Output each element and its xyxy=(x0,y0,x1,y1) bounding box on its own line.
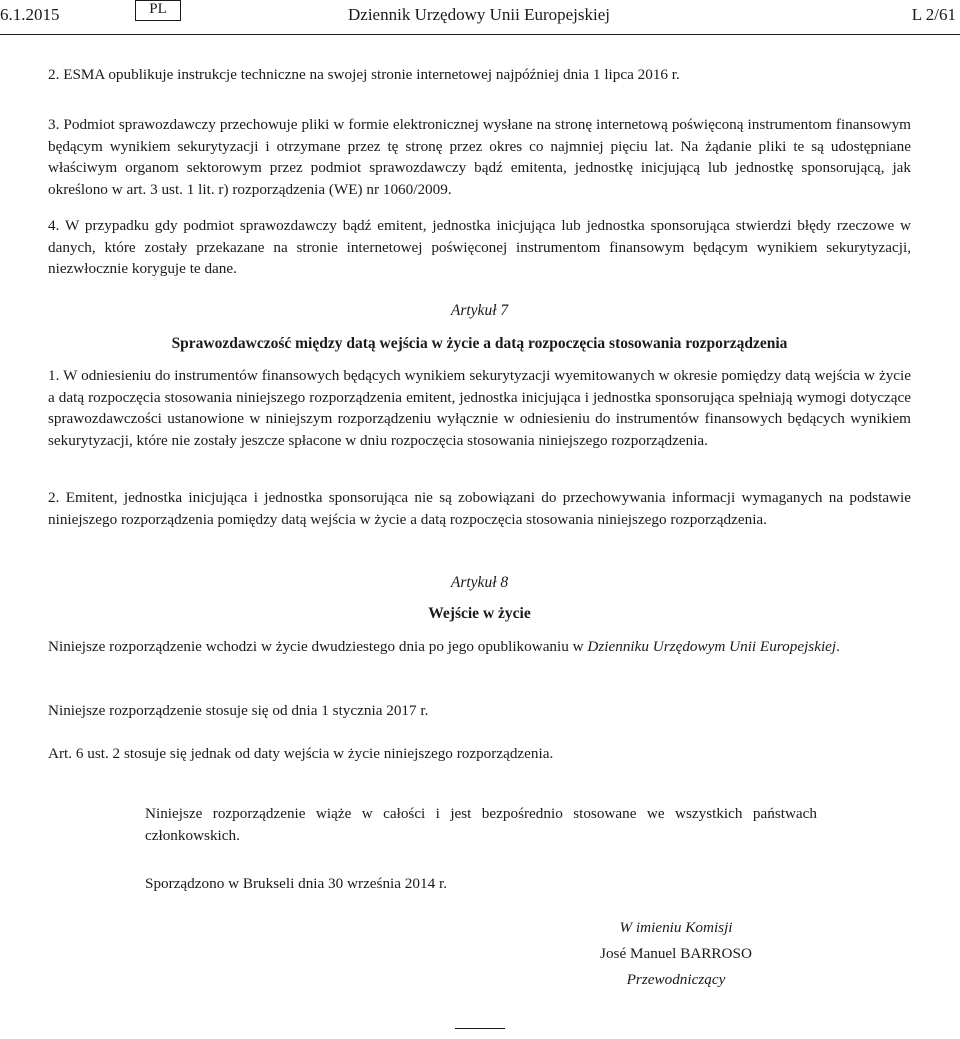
header-divider xyxy=(0,34,960,35)
publication-date: 6.1.2015 xyxy=(0,5,60,24)
signatory-role: Przewodniczący xyxy=(626,971,726,988)
paragraph-4: 4. W przypadku gdy podmiot sprawozdawczy bądź emitent, jednostka inicjująca lub jednostka sponsorująca stwierdzi błędy rzeczowe w danych, które zostały przekazane na stronie internetowej poświęconej instrumentom finansowym będącym wynikiem sekurytyzacji, niezwłocznie koryguje te dane. xyxy=(48,217,911,277)
page-number: L 2/61 xyxy=(911,5,956,24)
paragraph-3: 3. Podmiot sprawozdawczy przechowuje pliki w formie elektronicznej wysłane na stronę internetową poświęconą instrumentom finansowym będącym wynikiem sekurytyzacji i otrzymane przez tę stronę przez okres co najmniej pięciu lat. Na żądanie pliki te są udostępniane właściwym organom sektorowym przez podmiot sprawozdawczy bądź emitenta, jednostkę inicjującą lub jednostkę sponsorującą, jak określono w art. 3 ust. 1 lit. r) rozporządzenia (WE) nr 1060/2009. xyxy=(48,116,911,198)
article-8-paragraph-2: Niniejsze rozporządzenie stosuje się od dnia 1 stycznia 2017 r. xyxy=(48,702,429,719)
article-8-p1-text: Niniejsze rozporządzenie wchodzi w życie dwudziestego dnia po jego opublikowaniu w xyxy=(48,638,588,655)
done-at-clause: Sporządzono w Brukseli dnia 30 września 2014 r. xyxy=(145,875,447,892)
article-8-number: Artykuł 8 xyxy=(450,574,509,591)
footer-divider xyxy=(455,1028,505,1029)
article-8-title: Wejście w życie xyxy=(428,605,531,622)
article-7-title: Sprawozdawczość między datą wejścia w życie a datą rozpoczęcia stosowania rozporządzenia xyxy=(171,335,788,352)
signature-for: W imieniu Komisji xyxy=(619,919,733,936)
language-badge: PL xyxy=(135,0,181,21)
article-7-paragraph-1: 1. W odniesieniu do instrumentów finansowych będących wynikiem sekurytyzacji wyemitowanych w okresie pomiędzy datą wejścia w życie a datą rozpoczęcia stosowania niniejszego rozporządzenia emitent, jednostka inicjująca i jednostka sponsorująca spełniają wymogi dotyczące sprawozdawczości ustanowione w niniejszym rozporządzeniu wyłącznie w odniesieniu do instrumentów finansowych będących wynikiem sekurytyzacji, które nie zostały jeszcze spłacone w dniu rozpoczęcia stosowania niniejszego rozporządzenia. xyxy=(48,367,911,449)
paragraph-2: 2. ESMA opublikuje instrukcje techniczne na swojej stronie internetowej najpóźniej dnia 1 lipca 2016 r. xyxy=(48,66,680,83)
article-7-number: Artykuł 7 xyxy=(450,302,509,319)
binding-clause: Niniejsze rozporządzenie wiąże w całości i jest bezpośrednio stosowane we wszystkich państwach członkowskich. xyxy=(145,805,817,844)
article-8-paragraph-3: Art. 6 ust. 2 stosuje się jednak od daty wejścia w życie niniejszego rozporządzenia. xyxy=(48,745,554,762)
journal-title: Dziennik Urzędowy Unii Europejskiej xyxy=(348,5,611,24)
article-8-p1-end: . xyxy=(836,638,840,655)
page-header xyxy=(0,0,960,34)
signatory-name: José Manuel BARROSO xyxy=(600,945,752,962)
article-7-paragraph-2: 2. Emitent, jednostka inicjująca i jednostka sponsorująca nie są zobowiązani do przechowywania informacji wymaganych na podstawie niniejszego rozporządzenia pomiędzy datą wejścia w życie a datą rozpoczęcia stosowania niniejszego rozporządzenia. xyxy=(48,489,911,528)
article-8-paragraph-1 xyxy=(48,636,911,658)
journal-reference: Dzienniku Urzędowym Unii Europejskiej xyxy=(587,638,837,655)
